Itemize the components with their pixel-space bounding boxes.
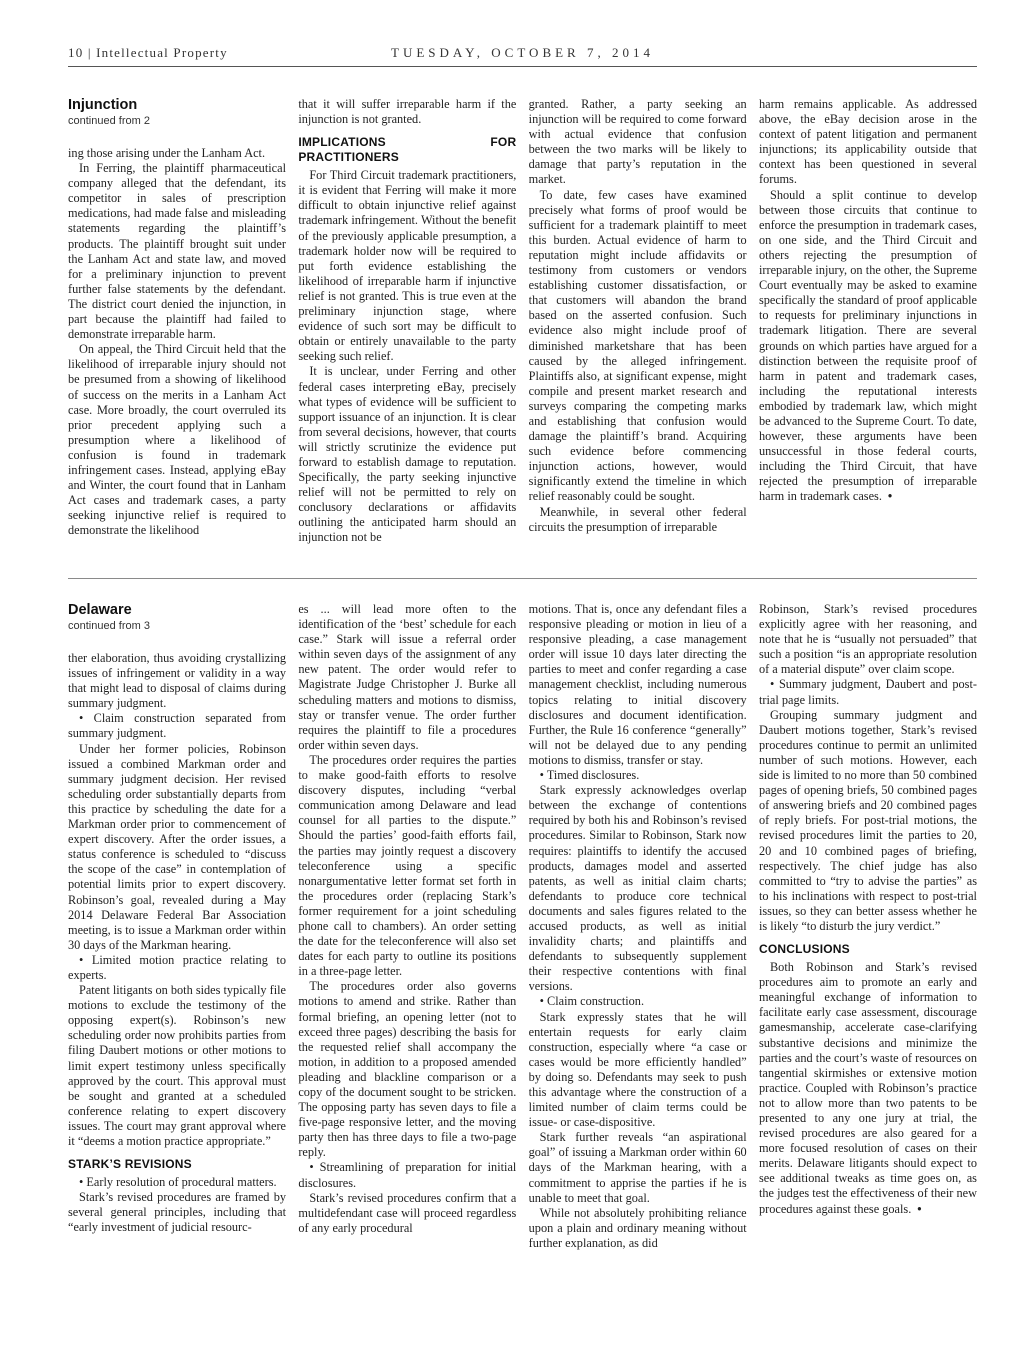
article-title: Injunction <box>68 97 138 113</box>
article-divider <box>68 578 977 579</box>
paragraph: It is unclear, under Ferring and other federal cases interpreting eBay, precisely what types of evidence will be sufficient to support issuance of an injunction. It is clear from several decisions, however, that courts will strictly scrutinize the evidence put forward to establish damage to reputation. Specifically, the party seeking injunctive relief will not be permitted to rely on conclusory declarations or affidavits outlining the anticipated harm should an injunction not be <box>298 364 517 545</box>
injunction-article <box>68 97 977 559</box>
paragraph: ther elaboration, thus avoiding crystallizing issues of infringement or validity in a way that might lead to disposal of claims during summary judgment. <box>68 651 286 711</box>
paragraph: For Third Circuit trademark practitioners, it is evident that Ferring will make it more difficult to obtain injunctive relief against trademark infringement. Without the benefit of the previously applicable presumption, a trademark holder now will be required to put forth evidence establishing the likelihood of irreparable harm if injunctive relief is not granted. This is true even at the preliminary injunction stage, where evidence of such sort may be difficult to obtain or entirely unavailable to the party seeking such relief. <box>298 168 517 364</box>
bullet-item: • Timed disclosures. <box>539 768 640 783</box>
paragraph: that it will suffer irreparable harm if the injunction is not granted. <box>298 97 517 127</box>
paragraph: Grouping summary judgment and Daubert motions together, Stark’s revised procedures continue to permit an unlimited number of such motions. However, each side is limited to no more than 50 combined pages of opening briefs, 50 combined pages of answering briefs and 20 combined pages of reply briefs. For post-trial motions, the revised procedures limit the parties to 20, 20 and 10 combined pages of briefing, respectively. The chief judge has also committed to “try to advise the parties” as to his inclinations with respect to post-trial issues, so they can better assess whether he is likely “to disturb the jury verdict.” <box>758 707 977 933</box>
paragraph: The procedures order also governs motions to amend and strike. Rather than formal briefing, an opening letter (not to exceed three pages) describing the basis for the requested relief shall accompany the motion, in addition to a proposed amended pleading and blackline comparison or a copy of the document sought to be stricken. The opposing party has seven days to file a five-page responsive letter, and the moving party then has three days to file a two-page reply. <box>298 979 517 1160</box>
paragraph: In Ferring, the plaintiff pharmaceutical company alleged that the defendant, its competitor in sales of prescription medications, had made false and misleading statements regarding the plaintiff’s products. The plaintiff brought suit under the Lanham Act and state law, and moved for a preliminary injunction to prevent further false statements by the defendant. The district court denied the injunction, in part because the plaintiff had failed to demonstrate irreparable harm. <box>68 161 286 342</box>
paragraph: Stark’s revised procedures are framed by several general principles, including that “early investment of judicial resourc- <box>68 1190 286 1235</box>
article-title: Delaware <box>68 602 132 618</box>
end-mark: • <box>887 489 893 504</box>
paragraph: Under her former policies, Robinson issued a combined Markman order and summary judgment decision. Her revised scheduling order substantially departs from this practice by scheduling the date for a Markman order prior to commencement of expert discovery. After the order issues, a status conference is scheduled to “discuss the scope of the case” in contemplation of potential limits prior to expert discovery. Robinson’s goal, revealed during a May 2014 Delaware Federal Bar Association meeting, is to issue a Markman order within 30 days of the Markman hearing. <box>68 741 286 952</box>
paragraph: granted. Rather, a party seeking an injunction will be required to come forward with actual evidence that confusion between the two marks will be likely to damage that party’s reputation in the market. <box>528 97 747 187</box>
section-heading: IMPLICATIONS FOR PRACTITIONERS <box>298 135 517 165</box>
injunction-column-3 <box>529 97 747 559</box>
delaware-column-2 <box>298 602 516 1292</box>
paragraph: To date, few cases have examined precisely what forms of proof would be sufficient for a trademark plaintiff to meet this burden. Actual evidence of harm to reputation might include affidavits or testimony from customers or vendors establishing customer dissatisfaction, or that customers will abandon the brand based on the asserted confusion. Such evidence also might include proof of diminished marketshare that has been caused by the alleged infringement. Plaintiffs also, at significant expense, might compile and present market research and surveys comparing the competing marks and establishing that confusion would damage the plaintiff’s brand. Acquiring such evidence before commencing injunction actions, however, would significantly extend the timeline in which relief reasonably could be sought. <box>528 187 747 504</box>
bullet-item: • Streamlining of preparation for initial disclosures. <box>298 1160 517 1190</box>
paragraph: es ... will lead more often to the identification of the ‘best’ schedule for each case.” Stark will issue a referral order within seven days of the assignment of any new patent. The order would refer to Magistrate Judge Christopher J. Burke all scheduling matters and motions to dismiss, stay or transfer venue. The order further requires the plaintiff to file a procedures order within seven days. <box>298 602 517 752</box>
paragraph-text: Should a split continue to develop between those circuits that continue to enforce the presumption in trademark cases, on one side, and the Third Circuit and others rejecting the presumption of irreparable injury, on the other, the Supreme Court eventually may be asked to examine specifically the standard of proof applicable to requests for preliminary injunctions in trademark litigation. There are several grounds on which parties have argued for a distinction between the requisite proof of harm in patent and trademark cases, including the reputational interests embodied by trademark law, which might be advanced to the Supreme Court. To date, however, these arguments have been unsuccessful in those federal courts, including the Third Circuit, that have rejected the presumption of irreparable harm in trademark cases. <box>758 187 977 504</box>
paragraph: ing those arising under the Lanham Act. <box>68 146 266 160</box>
injunction-column-2 <box>298 97 516 559</box>
delaware-article <box>68 602 977 1292</box>
paragraph: Meanwhile, in several other federal circuits the presumption of irreparable <box>528 504 747 534</box>
paragraph: Stark expressly states that he will entertain requests for early claim construction, especially where “a case or cases would be more efficiently handled” by doing so. Defendants may seek to push this advantage where the construction of a limited number of claim terms could be issue- or case-dispositive. <box>528 1009 747 1130</box>
injunction-column-4 <box>759 97 977 559</box>
continued-note: continued from 3 <box>68 620 150 632</box>
paragraph <box>759 960 977 1217</box>
section-heading: CONCLUSIONS <box>758 942 850 957</box>
paragraph: harm remains applicable. As addressed above, the eBay decision arose in the context of patent litigation and permanent injunctions; its applicability outside that context has been questioned in several forums. <box>758 97 977 187</box>
continued-note: continued from 2 <box>68 115 150 127</box>
page-header <box>68 44 977 67</box>
end-mark: • <box>917 1201 922 1216</box>
paragraph: Patent litigants on both sides typically file motions to exclude the testimony of the opposing expert(s). Robinson’s new scheduling order now prohibits parties from filing Daubert motions or other motions to limit expert testimony unless specifically approved by the court. This approval must be sought and granted at a scheduled conference relating to expert discovery issues. The court may grant approval where it “deems a motion practice appropriate.” <box>68 983 286 1148</box>
issue-date: TUESDAY, OCTOBER 7, 2014 <box>391 45 654 60</box>
paragraph: While not absolutely prohibiting reliance upon a plain and ordinary meaning without further explanation, as did <box>528 1205 747 1250</box>
delaware-column-4 <box>759 602 977 1292</box>
paragraph: Stark expressly acknowledges overlap between the exchange of contentions required by both his and Robinson’s revised procedures. Similar to Robinson, Stark now requires: plaintiffs to identify the accused products, damages model and asserted patents, as well as initial claim charts; defendants to produce core technical documents and sales figures related to the accused products, as well as initial invalidity charts; and plaintiffs and defendants to subsequently supplement their respective contentions with final versions. <box>528 783 747 994</box>
paragraph: Stark further reveals “an aspirational goal” of issuing a Markman order within 60 days of the Markman hearing, with a commitment to apprise the parties if he is unable to meet that goal. <box>528 1130 747 1205</box>
section-label: 10 | Intellectual Property <box>68 45 228 60</box>
paragraph: Robinson, Stark’s revised procedures explicitly agree with her reasoning, and note that he is “usually not persuaded” that such a position “is an appropriate resolution of a material dispute” over claim scope. <box>758 602 977 677</box>
paragraph-text: Both Robinson and Stark’s revised procedures aim to promote an early and meaningful exchange of information to facilitate early case assessment, discourage gamesmanship, accelerate case-clarifying substantive decisions and minimize the parties and the court’s waste of resources on tangential skirmishes or extensive motion practice. Coupled with Robinson’s practice not to allow more than two patents to be presented to any one jury at trial, the revised procedures are also geared for a more focused resolution of cases on their merits. Delaware litigants should expect to see additional tweaks as time goes on, as the judges test the effectiveness of their new procedures against these goals. <box>758 960 977 1216</box>
bullet-item: • Early resolution of procedural matters. <box>79 1175 277 1190</box>
delaware-column-1 <box>68 602 286 1292</box>
bullet-item: • Summary judgment, Daubert and post-trial page limits. <box>758 677 977 707</box>
paragraph: The procedures order requires the parties to make good-faith efforts to resolve discovery disputes, including “verbal communication among Delaware and lead counsel for all parties to the dispute.” Should the parties’ good-faith efforts fail, the parties may jointly request a discovery teleconference using a specific nonargumentative letter format set forth in the procedures order (replacing Stark’s former requirement for a joint scheduling phone call to chambers). An order setting the date for the teleconference will also set dates for each party to outline its positions in a three-page letter. <box>298 752 517 979</box>
paragraph: motions. That is, once any defendant files a responsive pleading or motion in lieu of a responsive pleading, a case management order will issue 10 days later directing the parties to meet and confer regarding a case management checklist, including numerous topics relating to initial discovery disclosures and document identification. Further, the Rule 16 conference “generally” will not be delayed due to any pending motions to dismiss, transfer or stay. <box>528 602 747 767</box>
paragraph: Stark’s revised procedures confirm that a multidefendant case will proceed regardless of any early procedural <box>298 1190 517 1235</box>
bullet-item: • Limited motion practice relating to experts. <box>68 952 286 982</box>
delaware-column-3 <box>529 602 747 1292</box>
bullet-item: • Claim construction separated from summary judgment. <box>68 711 286 741</box>
section-heading: STARK’S REVISIONS <box>68 1157 192 1172</box>
paragraph: On appeal, the Third Circuit held that the likelihood of irreparable injury should not be presumed from a showing of likelihood of success on the merits in a Lanham Act case. More broadly, the court overruled its prior precedent applying such a presumption where a likelihood of confusion is found in trademark infringement cases. Instead, applying eBay and Winter, the court found that in Lanham Act cases and trademark cases, a party seeking injunctive relief is required to demonstrate the likelihood <box>68 342 286 538</box>
paragraph <box>759 188 977 505</box>
bullet-item: • Claim construction. <box>539 994 645 1009</box>
injunction-column-1 <box>68 97 286 559</box>
